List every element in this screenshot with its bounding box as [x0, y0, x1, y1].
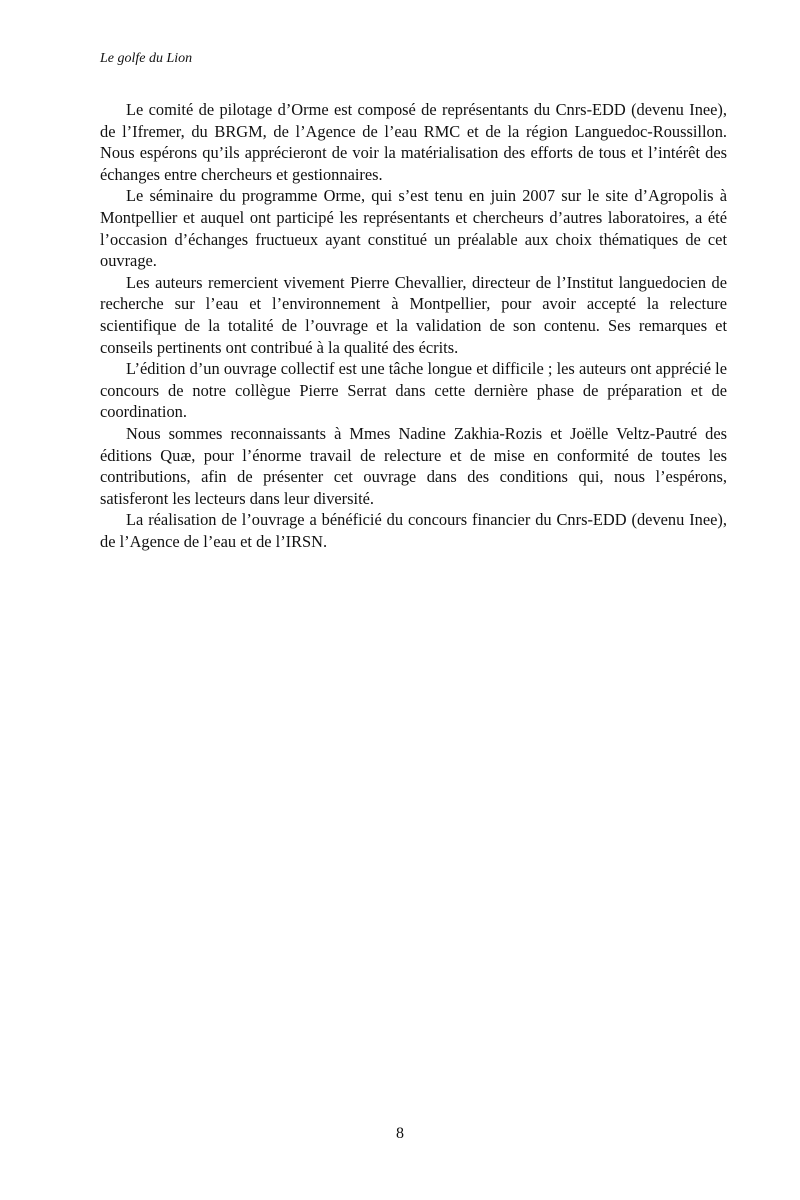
paragraph-steering-committee: Le comité de pilotage d’Orme est composé de représentants du Cnrs-EDD (devenu Inee), de l’Ifremer, du BRGM, de l’Agence de l’eau RMC et de la région Languedoc-Roussillon. Nous espérons qu’ils apprécieront de voir la matérialisation des efforts de tous et l’intérêt des échanges entre chercheurs et gestionnaires. — [100, 100, 727, 184]
paragraph-funding: La réalisation de l’ouvrage a bénéficié du concours financier du Cnrs-EDD (devenu Inee), de l’Agence de l’eau et de l’IRSN. — [100, 510, 727, 551]
running-head-title: Le golfe du Lion — [100, 51, 193, 66]
paragraph-seminar: Le séminaire du programme Orme, qui s’est tenu en juin 2007 sur le site d’Agropolis à Montpellier et auquel ont participé les représentants et chercheurs d’autres laboratoires, a été l’occasion d’échanges fructueux ayant constitué un préalable aux choix thématiques de cet ouvrage. — [100, 186, 727, 271]
paragraph-coordination: L’édition d’un ouvrage collectif est une tâche longue et difficile ; les auteurs ont apprécié le concours de notre collègue Pierre Serrat dans cette dernière phase de préparation et de coordination. — [100, 359, 727, 422]
body-text — [100, 99, 727, 552]
paragraph-publisher-thanks: Nous sommes reconnaissants à Mmes Nadine Zakhia-Rozis et Joëlle Veltz-Pautré des éditions Quæ, pour l’énorme travail de relecture et de mise en conformité de toutes les contributions, afin de présenter cet ouvrage dans des conditions qui, nous l’espérons, satisferont les lecteurs dans leur diversité. — [100, 423, 727, 508]
page-number: 8 — [396, 1125, 404, 1142]
paragraph-thanks-reviewer: Les auteurs remercient vivement Pierre Chevallier, directeur de l’Institut languedocien de recherche sur l’eau et l’environnement à Montpellier, pour avoir accepté la relecture scientifique de la totalité de l’ouvrage et la validation de son contenu. Ses remarques et conseils pertinents ont contribué à la qualité des écrits. — [100, 272, 727, 357]
